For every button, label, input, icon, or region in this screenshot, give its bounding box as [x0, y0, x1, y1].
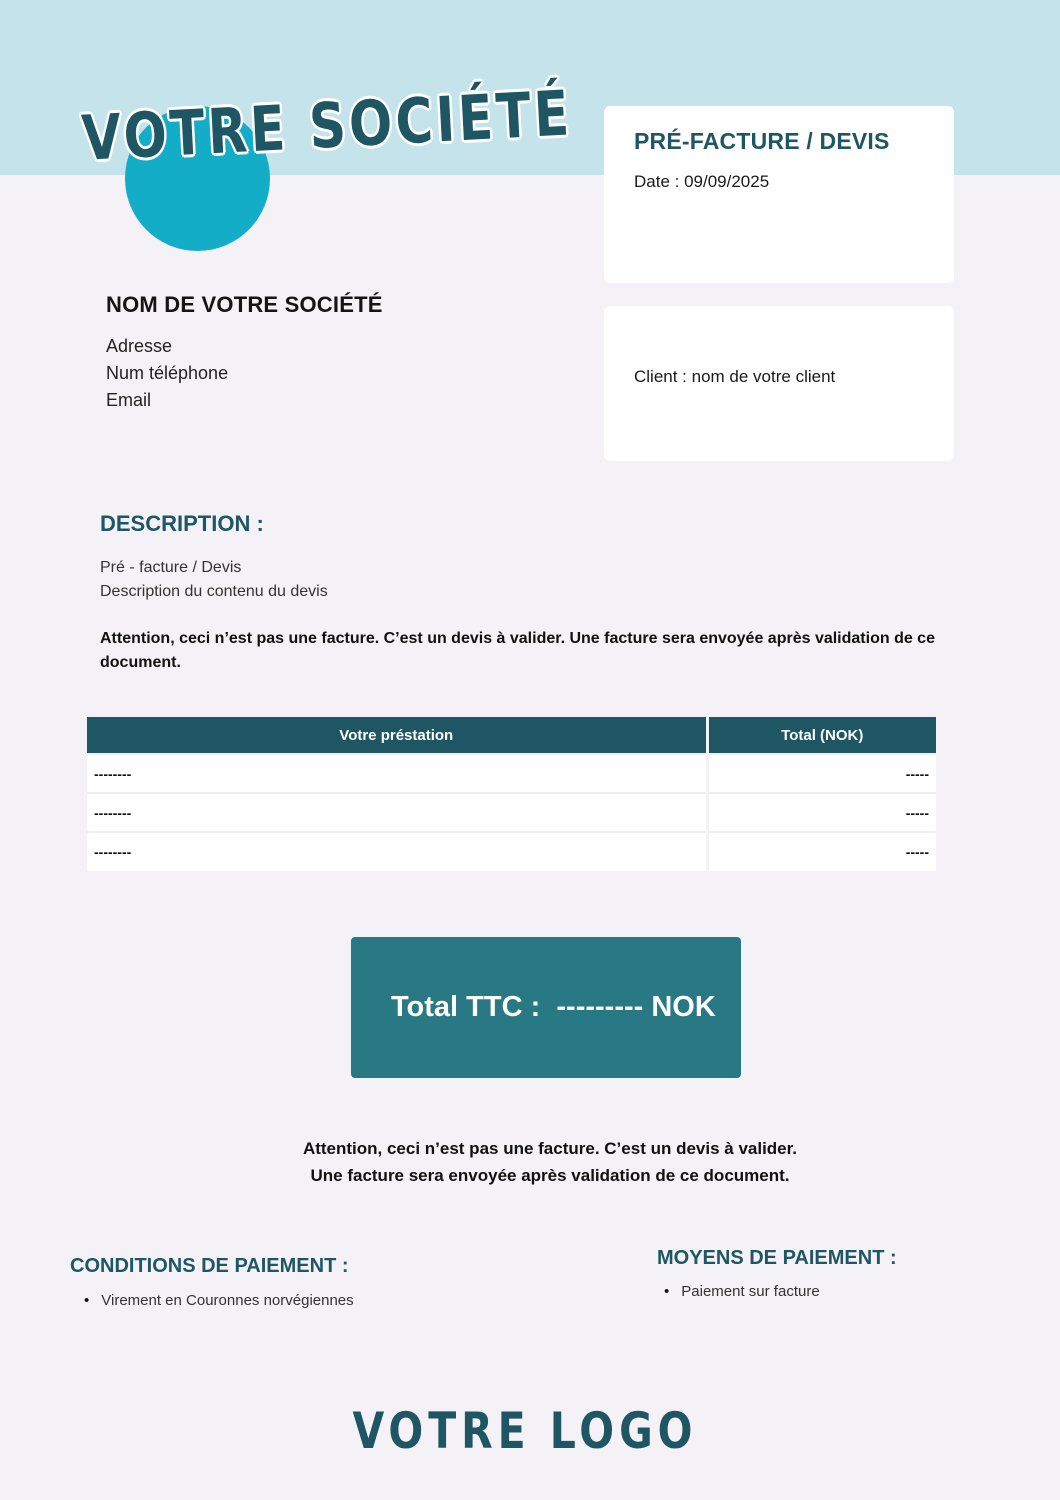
table-cell-service: -------- — [87, 793, 707, 832]
table-cell-total: ----- — [707, 832, 936, 871]
quote-card — [604, 106, 954, 283]
company-phone: Num téléphone — [106, 363, 229, 383]
services-table — [87, 717, 936, 871]
table-cell-service: -------- — [87, 832, 707, 871]
company-email: Email — [106, 390, 152, 410]
table-cell-total: ----- — [707, 754, 936, 793]
warning-line: Attention, ceci n’est pas une facture. C’est un devis à valider. — [302, 1139, 798, 1158]
brand-title: VOTRE SOCIÉTÉ — [80, 76, 574, 175]
list-item: • Paiement sur facture — [664, 1283, 820, 1300]
footer-logo: VOTRE LOGO — [352, 1402, 698, 1460]
payment-conditions-title: CONDITIONS DE PAIEMENT : — [70, 1255, 349, 1277]
payment-methods-list — [664, 1283, 820, 1300]
warning-notice-bottom — [0, 1135, 1060, 1189]
warning-notice: Attention, ceci n’est pas une facture. C’est un devis à valider. Une facture sera envoyée après validation de ce document. — [100, 630, 935, 671]
payment-methods-title: MOYENS DE PAIEMENT : — [657, 1247, 897, 1269]
company-name: NOM DE VOTRE SOCIÉTÉ — [106, 292, 383, 317]
quote-title: PRÉ-FACTURE / DEVIS — [634, 128, 890, 154]
table-cell-service: -------- — [87, 754, 707, 793]
table-cell-total: ----- — [707, 793, 936, 832]
description-text — [100, 556, 328, 604]
description-line: Description du contenu du devis — [100, 583, 328, 600]
payment-conditions-list — [84, 1292, 354, 1309]
warning-line: Une facture sera envoyée après validation de ce document. — [310, 1166, 790, 1185]
total-ttc-label: Total TTC : --------- NOK — [391, 991, 716, 1023]
table-row — [87, 832, 936, 871]
quote-date: Date : 09/09/2025 — [634, 172, 770, 191]
company-address: Adresse — [106, 336, 173, 356]
table-header-row — [87, 717, 936, 754]
column-header-service: Votre préstation — [87, 717, 707, 754]
client-name: Client : nom de votre client — [634, 367, 836, 386]
company-details — [106, 333, 228, 414]
description-title: DESCRIPTION : — [100, 511, 264, 536]
list-item: • Virement en Couronnes norvégiennes — [84, 1292, 354, 1309]
table-row — [87, 793, 936, 832]
table-row — [87, 754, 936, 793]
total-ttc-box — [351, 937, 741, 1078]
column-header-total: Total (NOK) — [707, 717, 936, 754]
description-line: Pré - facture / Devis — [100, 559, 242, 576]
client-card — [604, 306, 954, 461]
